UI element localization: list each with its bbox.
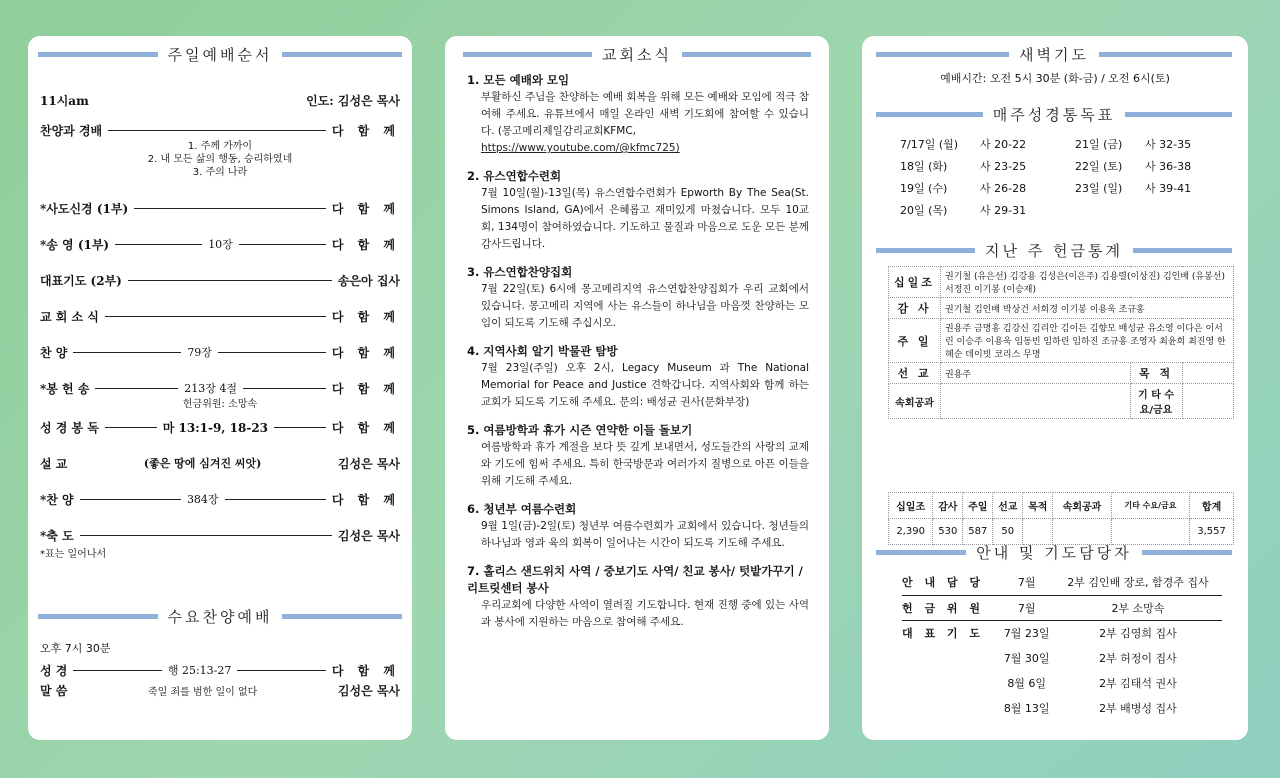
duty-table [902,570,1222,720]
offering-label: 속회공과 [889,384,941,419]
bible-passage: 사 32-35 [1145,138,1192,151]
offering-row [889,319,1234,363]
praise-song: 2. 내 모든 삶의 행동, 승리하였네 [147,154,293,165]
news-item [467,563,809,631]
order-leader: 다 함 께 [331,492,400,507]
news-item-title: 1. 모든 예배와 모임 [467,73,570,87]
divider [239,244,326,245]
order-row [40,378,400,398]
offering-row [889,363,1234,384]
duty-row [902,695,1222,720]
divider [73,352,181,353]
order-leader: 다 함 께 [331,309,400,324]
summary-header: 목적 [1023,493,1053,519]
praise-song-list [40,140,400,179]
wednesday-order [40,640,400,700]
offering-label: 기 타 수요/금요 [1130,384,1182,419]
news-item-body: 7월 10일(월)-13일(목) 유스연합수련회가 Epworth By The Sea(St. Simons Island, GA)에서 은혜롭고 재미있게 마쳤습니다. 모두 10교회, 134명이 참여하였습니다. 기도하고 물질과 마음으로 도운 모든 분께 감사드립니다. [481,187,809,250]
summary-header: 기타 수요/금요 [1111,493,1189,519]
divider [80,499,181,500]
news-item-title: 6. 청년부 여름수련회 [467,502,577,516]
duty-person: 2부 소망속 [1054,595,1222,620]
bible-date: 18일 (화) [900,160,948,173]
offering-header [876,240,1232,261]
summary-header: 합계 [1190,493,1234,519]
order-label: *봉 헌 송 [40,381,90,396]
header-bar-right [1099,52,1232,57]
duty-date: 7월 [1000,570,1054,595]
news-item-title: 3. 유스연합찬양집회 [467,265,573,279]
sermon-title: (좋은 땅에 심겨진 씨앗) [143,457,262,470]
offering-label: 십일조 [889,267,941,298]
offering-row [889,267,1234,298]
summary-value: 2,390 [889,519,933,545]
offering-names: 권기철 김인배 박상건 서희경 이기봉 이용욱 조규홍 [941,298,1234,319]
order-label: 성 경 봉 독 [40,420,99,435]
bible-passage: 사 26-28 [980,182,1027,195]
bible-passage: 사 29-31 [980,204,1027,217]
duty-person: 2부 김태석 권사 [1099,676,1177,690]
duty-person: 2부 허정이 집사 [1099,651,1177,665]
worship-title: 주일예배순서 [167,46,273,64]
order-label: 대표기도 (2부) [40,273,122,288]
duty-role: 대 표 기 도 [902,626,984,640]
order-label: *찬 양 [40,492,74,507]
order-label: 찬 양 [40,345,68,360]
worship-panel [28,36,412,740]
order-leader: 김성은 목사 [337,528,400,543]
header-bar-left [876,52,1009,57]
header-bar-left [38,614,158,619]
order-detail: 마 13:1-9, 18-23 [162,420,269,435]
summary-header: 십일조 [889,493,933,519]
youtube-link[interactable]: https://www.youtube.com/@kfmc725) [481,142,680,154]
duty-row [902,620,1222,645]
bible-passage: 사 39-41 [1145,182,1192,195]
praise-song: 3. 주의 나라 [192,167,248,178]
duty-date: 8월 6일 [1007,676,1047,690]
worship-order-main [40,198,400,560]
news-header [463,44,811,65]
header-bar-right [282,52,402,57]
duty-date: 7월 30일 [1003,651,1050,665]
divider [274,427,326,428]
bible-date [1075,202,1145,218]
offering-names [941,384,1131,419]
bible-title: 매주성경통독표 [992,106,1116,124]
order-label: 찬양과 경배 [40,123,103,138]
order-leader: 다 함 께 [331,381,400,396]
offering-names: 권기철 (유은선) 김강용 김성은(이은주) 김용렬(이상진) 김인배 (유봉선) 서정진 이기봉 (이승재) [941,267,1234,298]
duty-role [902,695,1000,720]
offering-summary-table [888,492,1234,545]
duty-role [902,670,1000,695]
wednesday-header [38,606,402,627]
divider [218,352,326,353]
order-detail: 행 25:13-27 [167,664,232,677]
offering-label: 주 일 [889,319,941,363]
order-leader: 김성은 목사 [337,683,400,698]
order-label: 교 회 소 식 [40,309,99,324]
duty-person: 2부 김영희 집사 [1099,626,1177,640]
duty-title: 안내 및 기도담당자 [976,544,1132,562]
worship-order [40,120,400,179]
divider [237,670,325,671]
order-row [40,198,400,218]
duty-header [876,542,1232,563]
order-label: *사도신경 (1부) [40,201,129,216]
divider [105,427,157,428]
offering-names: 권용주 금명홍 김강신 김리안 김이든 김향모 배성균 유소영 이다은 이서린 이승주 이용욱 임동빈 임하린 임하진 조규홍 조영자 최윤희 최진영 한혜순 데이빗 코리스 무명 [941,319,1234,363]
news-item-body: 9월 1일(금)-2일(토) 청년부 여름수련회가 교회에서 있습니다. 청년들의 하나님과 영과 육의 회복이 일어나는 시간이 되도록 기도해 주세요. [481,520,809,549]
order-row [40,342,400,362]
divider [128,280,332,281]
duty-role: 안 내 담 당 [902,570,1000,595]
order-label: *축 도 [40,528,74,543]
news-list [467,72,809,642]
offering-label: 감 사 [889,298,941,319]
order-label: 말 씀 [40,683,68,698]
summary-header-row [889,493,1234,519]
summary-value: 50 [993,519,1023,545]
divider [108,130,326,131]
divider [134,208,326,209]
news-item [467,343,809,411]
bible-date: 23일 (일) [1075,182,1123,195]
summary-header: 주일 [963,493,993,519]
header-bar-left [876,112,983,117]
duty-row [902,670,1222,695]
news-item-text: 부활하신 주님을 찬양하는 예배 회복을 위해 모든 예배와 모임에 적극 참여해 주세요. 유튜브에서 매일 온라인 새벽 기도회에 참여할 수 있습니다. (몽고메리제일감리교회KFMC, [481,91,809,137]
offering-helper: 헌금위원: 소망속 [182,399,258,410]
news-panel [445,36,829,740]
summary-value [1053,519,1112,545]
header-bar-left [876,248,975,253]
duty-person: 2부 김인배 장로, 함경주 집사 [1054,570,1222,595]
header-bar-right [282,614,402,619]
service-time: 11시am [40,94,89,108]
news-item-title: 5. 여름방학과 휴가 시즌 연약한 이들 돌보기 [467,423,693,437]
order-row [40,525,400,545]
bible-header [876,104,1232,125]
divider [80,535,332,536]
duty-date: 7월 23일 [1003,626,1050,640]
offering-names [1182,384,1233,419]
order-detail: 213장 4절 [184,382,238,395]
service-time-row [40,92,400,109]
news-item-body [467,89,809,157]
duty-row [902,570,1222,595]
divider [115,244,202,245]
order-leader: 송은아 집사 [337,273,400,288]
order-detail: 10장 [208,238,233,251]
order-leader: 다 함 께 [331,663,400,678]
info-panel [862,36,1248,740]
news-item-body: 우리교회에 다양한 사역이 열려질 기도합니다. 현재 진행 중에 있는 사역과 봉사에 지원하는 마음으로 참여해 주세요. [481,599,809,628]
header-bar-right [682,52,811,57]
duty-person: 2부 배병성 집사 [1099,701,1177,715]
offering-names [1182,363,1233,384]
header-bar-left [463,52,592,57]
divider [225,499,326,500]
header-bar-left [38,52,158,57]
divider [243,388,326,389]
summary-header: 선교 [993,493,1023,519]
news-item-body: 7월 23일(주일) 오후 2시, Legacy Museum 과 The National Memorial for Peace and Justice 견학갑니다. 지역사회와 함께 하는 교회가 되도록 기도해 주세요. 문의: 배성균 권사(문화부장) [481,362,809,408]
order-row [40,270,400,290]
duty-role [902,645,1000,670]
order-label: 성 경 [40,663,68,678]
news-item-body: 여름방학과 휴가 계절을 보다 뜻 깊게 보내면서, 성도들간의 사랑의 교제와 기도에 힘써 주세요. 특히 한국방문과 여러가지 질병으로 아픈 이들을 위해 기도해 주세요. [481,441,809,487]
divider [73,670,161,671]
order-row [40,234,400,254]
news-item [467,168,809,253]
bible-date: 21일 (금) [1075,138,1123,151]
news-title: 교회소식 [602,46,672,64]
order-leader: 다 함 께 [331,201,400,216]
summary-value-row [889,519,1234,545]
duty-row [902,645,1222,670]
news-item [467,72,809,157]
dawn-time: 예배시간: 오전 5시 30분 (화-금) / 오전 6시(토) [940,72,1170,85]
bible-date: 22일 (토) [1075,160,1123,173]
duty-date: 7월 [1000,595,1054,620]
duty-date: 8월 13일 [1003,701,1050,715]
news-item [467,264,809,332]
order-leader: 다 함 께 [331,420,400,435]
offering-names: 권용주 [941,363,1131,384]
offering-row [889,384,1234,419]
order-row [40,453,400,473]
service-leader: 인도: 김성은 목사 [306,94,400,108]
order-label: *송 영 (1부) [40,237,110,252]
bible-date: 19일 (수) [900,182,948,195]
offering-label: 선 교 [889,363,941,384]
offering-row [889,298,1234,319]
order-row [40,120,400,140]
order-leader: 김성은 목사 [337,456,400,471]
summary-header: 속회공과 [1053,493,1112,519]
order-detail: 384장 [186,493,219,506]
order-leader: 다 함 께 [331,237,401,252]
praise-song: 1. 주께 가까이 [187,141,253,152]
order-leader: 다 함 께 [331,345,401,360]
order-row [40,417,400,437]
dawn-header [876,44,1232,65]
header-bar-left [876,550,966,555]
summary-header: 감사 [933,493,963,519]
order-row [40,660,400,680]
stand-note: *표는 일어나서 [40,549,107,560]
news-item-body: 7월 22일(토) 6시에 몽고메리지역 유스연합찬양집회가 우리 교회에서 있습니다. 몽고메리 지역에 사는 유스들이 하나님을 마음껏 찬양하는 모임이 되도록 기도해 주십시오. [481,283,809,329]
bible-date: 7/17일 (월) [900,138,959,151]
duty-role: 헌 금 위 원 [902,595,1000,620]
order-leader: 다 함 께 [331,123,400,138]
wednesday-time: 오후 7시 30분 [40,642,111,655]
header-bar-right [1125,112,1232,117]
bible-schedule [900,136,1230,218]
offering-title: 지난 주 헌금통계 [985,242,1123,260]
bible-date: 20일 (목) [900,204,948,217]
news-item [467,422,809,490]
news-item-title: 4. 지역사회 알기 박물관 탐방 [467,344,618,358]
wednesday-title: 수요찬양예배 [167,608,273,626]
duty-row [902,595,1222,620]
divider [95,388,178,389]
summary-value: 530 [933,519,963,545]
summary-value: 587 [963,519,993,545]
order-label: 설 교 [40,456,68,471]
divider [105,316,326,317]
offering-names-table [888,266,1234,419]
bible-passage: 사 20-22 [980,138,1027,151]
summary-value: 3,557 [1190,519,1234,545]
dawn-title: 새벽기도 [1019,46,1089,64]
order-detail: 죽일 죄를 범한 일이 없다 [147,686,258,698]
news-item [467,501,809,552]
offering-label: 목 적 [1130,363,1182,384]
worship-header [38,44,402,65]
order-row [40,680,400,700]
news-item-title: 2. 유스연합수련회 [467,169,562,183]
order-row [40,489,400,509]
order-row [40,306,400,326]
bible-passage: 사 36-38 [1145,160,1192,173]
header-bar-right [1133,248,1232,253]
bible-passage [1145,202,1225,218]
header-bar-right [1142,550,1232,555]
summary-value [1111,519,1189,545]
summary-value [1023,519,1053,545]
news-item-title: 7. 홀리스 샌드위치 사역 / 중보기도 사역/ 친교 봉사/ 텃밭가꾸기 / 리트릿센터 봉사 [467,564,803,595]
order-detail: 79장 [187,346,212,359]
bible-passage: 사 23-25 [980,160,1027,173]
